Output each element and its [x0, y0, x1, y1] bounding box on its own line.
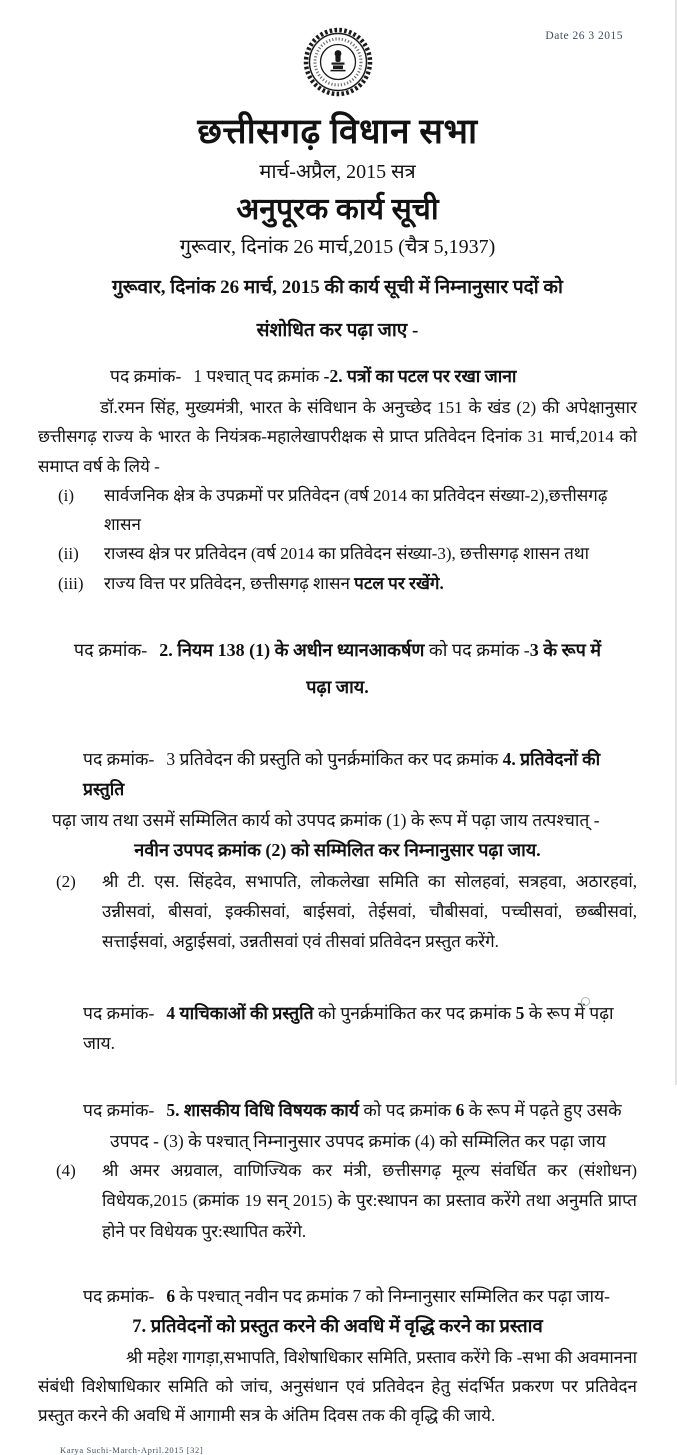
item-5-label: पद क्रमांक-	[83, 1099, 155, 1120]
subitem-2-row	[38, 867, 637, 958]
list-marker-ii: (ii)	[58, 544, 79, 564]
item-2-line-2: पढ़ा जाय.	[306, 676, 369, 697]
item-4-heading	[83, 998, 637, 1059]
intro-line-2: संशोधित कर पढ़ा जाए -	[256, 319, 419, 341]
item-6-bold-num: 6	[166, 1285, 176, 1306]
item-4-bold-title: 4 याचिकाओं की प्रस्तुति	[166, 1002, 314, 1023]
subitem-2-marker: (2)	[56, 871, 76, 891]
item-3-section	[38, 744, 637, 958]
item-5-heading	[83, 1095, 637, 1126]
intro-paragraph	[38, 267, 637, 353]
list-item-iii	[38, 569, 637, 598]
list-item-ii	[38, 539, 637, 568]
item-6-label: पद क्रमांक-	[83, 1285, 155, 1306]
agenda-date-line: गुरूवार, दिनांक 26 मार्च,2015 (चैत्र 5,1937)	[179, 236, 496, 258]
list-marker-i: (i)	[58, 485, 75, 505]
item-4-text: को पुनर्क्रमांकित कर पद क्रमांक	[313, 1002, 516, 1023]
handwritten-date-note: Date 26 3 2015	[545, 30, 623, 42]
item-3-line-2: पढ़ा जाय तथा उसमें सम्मिलित कार्य को उपपद क्रमांक (1) के रूप में पढ़ा जाय तत्पश्चात् -	[52, 809, 600, 830]
item-2-heading	[38, 632, 637, 706]
item-5-line-2: उपपद - (3) के पश्चात् निम्नानुसार उपपद क्रमांक (4) को सम्मिलित कर पढ़ा जाय	[110, 1130, 606, 1151]
subitem-2-text: श्री टी. एस. सिंहदेव, सभापति, लोकलेखा समिति का सोलहवां, सत्रहवा, अठारहवां, उन्नीसवां, बीसवां, इक्कीसवां, बाईसवां, तेईसवां, चौबीसवां, पच्चीसवां, छब्बीसवां, सत्ताईसवां, अट्ठाईसवां, उन्नतीसवां एवं तीसवां प्रतिवेदन प्रस्तुत करेंगे.	[102, 871, 637, 952]
item-3-label: पद क्रमांक-	[83, 748, 155, 769]
item-5-bold-num: 6	[455, 1099, 465, 1120]
item-2-bold-num: 3 के रूप में	[529, 639, 602, 660]
item-3-line-3-bold: नवीन उपपद क्रमांक (2) को सम्मिलित कर निम्नानुसार पढ़ा जाय.	[134, 840, 541, 861]
item-5-tail: के रूप में पढ़ते हुए उसके	[464, 1099, 622, 1120]
session-line: मार्च-अप्रैल, 2015 सत्र	[259, 161, 416, 183]
item-1-text: 1 पश्चात् पद क्रमांक	[193, 365, 324, 386]
assembly-seal-icon	[302, 26, 374, 98]
item-2-text: को पद क्रमांक -	[424, 639, 530, 660]
item-3-text: 3 प्रतिवेदन की प्रस्तुति को पुनर्क्रमांकित कर पद क्रमांक	[166, 748, 503, 769]
subitem-4-row	[38, 1156, 637, 1247]
scan-artifact-mark	[581, 997, 590, 1006]
list-bold-tail-iii: पटल पर रखेंगे.	[354, 573, 444, 593]
agenda-title: अनुपूरक कार्य सूची	[236, 193, 439, 226]
intro-line-1: गुरूवार, दिनांक 26 मार्च, 2015 की कार्य सूची में निम्नानुसार पदों को	[112, 277, 563, 298]
item-5-section	[38, 1095, 637, 1247]
list-text-iii: राज्य वित्त पर प्रतिवेदन, छत्तीसगढ़ शासन	[104, 573, 355, 593]
list-item-i	[38, 481, 637, 539]
item-3-heading	[83, 744, 637, 805]
item-4-bold-num: 5	[515, 1002, 525, 1023]
item-1-paragraph: डॉ.रमन सिंह, मुख्यमंत्री, भारत के संविधान के अनुच्छेद 151 के खंड (2) की अपेक्षानुसार छत्तीसगढ़ राज्य के भारत के नियंत्रक-महालेखापरीक्षक से प्राप्त प्रतिवेदन दिनांक 31 मार्च,2014 को समाप्त वर्ष के लिये -	[38, 398, 637, 476]
assembly-title: छत्तीसगढ़ विधान सभा	[197, 112, 478, 151]
item-1-bold-title: -2. पत्रों का पटल पर रखा जाना	[323, 365, 517, 386]
item-7-paragraph: श्री महेश गागड़ा,सभापति, विशेषाधिकार समिति, प्रस्ताव करेंगे कि -सभा की अवमानना संबंधी विशेषाधिकार समिति को जांच, अनुसंधान एवं प्रतिवेदन हेतु संदर्भित प्रकरण पर प्रतिवेदन प्रस्तुत करने की अवधि में आगामी सत्र के अंतिम दिवस तक की वृद्धि की जाये.	[38, 1347, 637, 1426]
item-1-label: पद क्रमांक-	[110, 365, 182, 386]
item-2-bold-title: 2. नियम 138 (1) के अधीन ध्यानआकर्षण	[159, 639, 425, 660]
list-text-ii: राजस्व क्षेत्र पर प्रतिवेदन (वर्ष 2014 का प्रतिवेदन संख्या-3), छत्तीसगढ़ शासन तथा	[104, 544, 590, 564]
item-6-section	[38, 1281, 637, 1431]
item-1-heading	[110, 361, 637, 392]
footer-reference: Karya Suchi-March-April.2015 [32]	[60, 1444, 204, 1455]
item-2-label: पद क्रमांक-	[73, 639, 148, 660]
item-3-bold-title: 4. प्रतिवेदनों की प्रस्तुति	[83, 748, 601, 800]
item-7-bold-heading: 7. प्रतिवेदनों को प्रस्तुत करने की अवधि में वृद्धि करने का प्रस्ताव	[132, 1316, 543, 1337]
subitem-4-text: श्री अमर अग्रवाल, वाणिज्यिक कर मंत्री, छत्तीसगढ़ मूल्य संवर्धित कर (संशोधन) विधेयक,2015 (क्रमांक 19 सन् 2015) के पुर:स्थापन का प्रस्ताव करेंगे तथा अनुमति प्राप्त होने पर विधेयक पुर:स्थापित करेंगे.	[102, 1161, 637, 1241]
list-text-i: सार्वजनिक क्षेत्र के उपक्रमों पर प्रतिवेदन (वर्ष 2014 का प्रतिवेदन संख्या-2),छत्तीसगढ़ शासन	[104, 485, 608, 535]
list-marker-iii: (iii)	[58, 573, 84, 593]
document-header	[38, 107, 637, 259]
item-6-heading	[83, 1281, 637, 1312]
item-4-label: पद क्रमांक-	[83, 1002, 155, 1023]
item-4-tail: के रूप में पढ़ा जाय.	[83, 1002, 614, 1054]
subitem-4-marker: (4)	[56, 1161, 76, 1181]
ashoka-emblem-icon	[330, 50, 345, 71]
item-5-bold-title: 5. शासकीय विधि विषयक कार्य	[166, 1099, 359, 1120]
item-6-text: के पश्चात् नवीन पद क्रमांक 7 को निम्नानुसार सम्मिलित कर पढ़ा जाय-	[175, 1285, 610, 1306]
item-5-text: को पद क्रमांक	[358, 1099, 456, 1120]
